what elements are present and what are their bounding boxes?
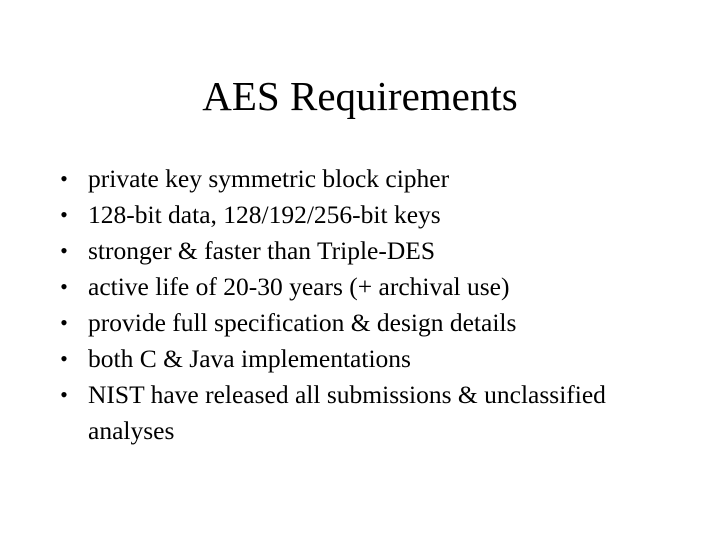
bullet-text: provide full specification & design details — [88, 308, 517, 337]
bullet-text: NIST have released all submissions & unclassified analyses — [88, 380, 606, 445]
bullet-item — [0, 161, 720, 197]
bullet-list — [0, 161, 720, 449]
bullet-item — [0, 377, 720, 449]
bullet-item — [0, 269, 720, 305]
bullet-icon: • — [60, 382, 68, 407]
bullet-text: 128-bit data, 128/192/256-bit keys — [88, 200, 441, 229]
bullet-item — [0, 341, 720, 377]
bullet-icon: • — [60, 166, 68, 191]
bullet-item — [0, 305, 720, 341]
bullet-item — [0, 233, 720, 269]
bullet-item — [0, 197, 720, 233]
bullet-icon: • — [60, 274, 68, 299]
slide-title: AES Requirements — [202, 73, 518, 119]
bullet-icon: • — [60, 346, 68, 371]
bullet-text: stronger & faster than Triple-DES — [88, 236, 436, 265]
bullet-text: active life of 20-30 years (+ archival use) — [88, 272, 510, 301]
bullet-text: both C & Java implementations — [88, 344, 411, 373]
bullet-icon: • — [60, 310, 68, 335]
bullet-icon: • — [60, 202, 68, 227]
bullet-text: private key symmetric block cipher — [88, 164, 450, 193]
bullet-icon: • — [60, 238, 68, 263]
